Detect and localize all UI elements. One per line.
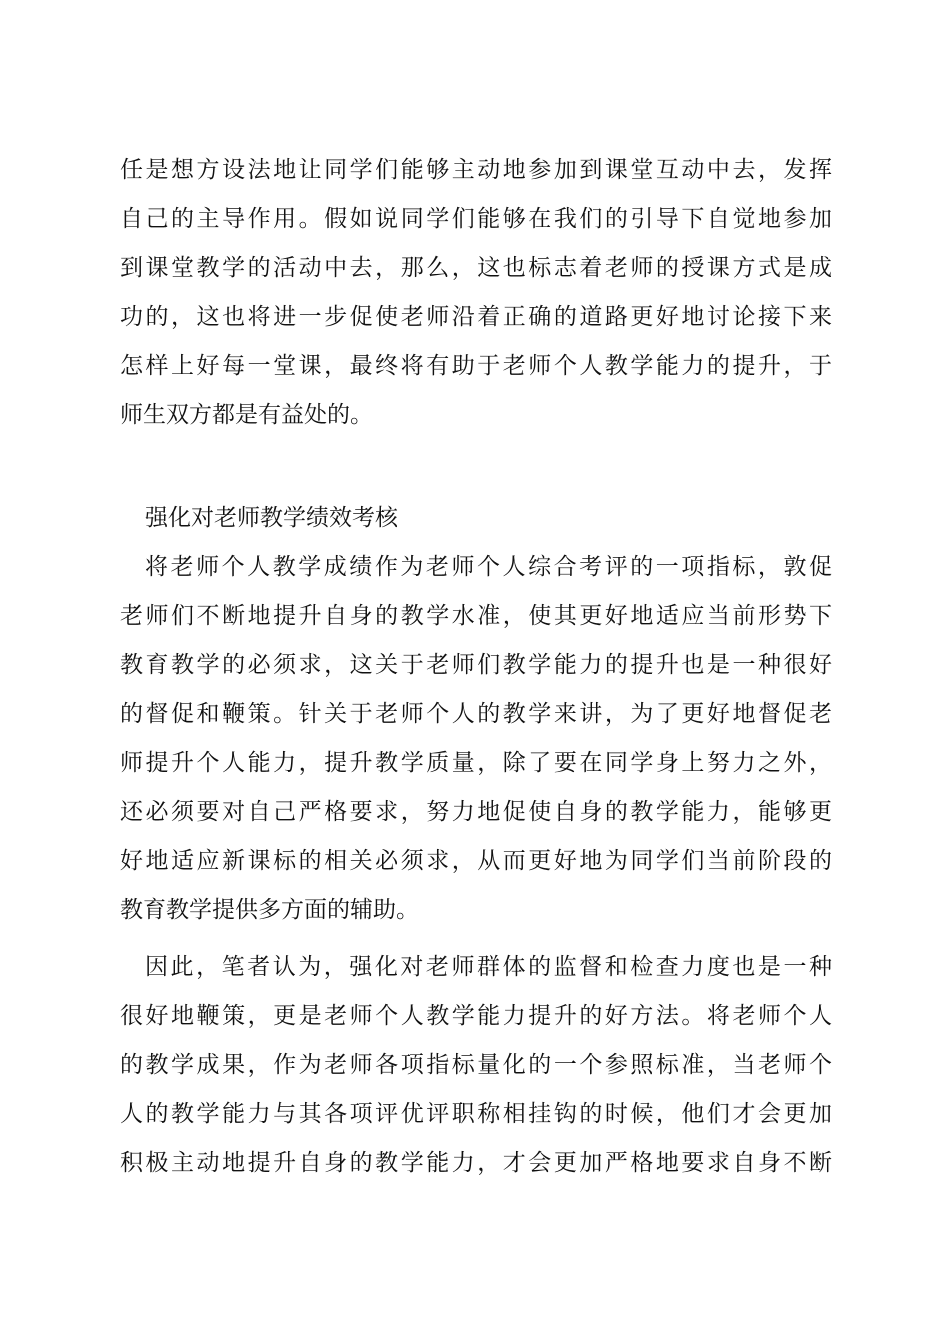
paragraph-3-line-2: 很好地鞭策，更是老师个人教学能力提升的好方法。将老师个人 [120, 1003, 832, 1029]
paragraph-1-line-1: 任是想方设法地让同学们能够主动地参加到课堂互动中去，发挥 [120, 157, 832, 183]
paragraph-2-line-2: 老师们不断地提升自身的教学水准，使其更好地适应当前形势下 [120, 603, 832, 629]
section-heading: 强化对老师教学绩效考核 [145, 505, 398, 531]
paragraph-3-line-1: 因此，笔者认为，强化对老师群体的监督和检查力度也是一种 [145, 954, 832, 980]
paragraph-1-line-4: 功的，这也将进一步促使老师沿着正确的道路更好地讨论接下来 [120, 304, 832, 330]
paragraph-2-line-5: 师提升个人能力，提升教学质量，除了要在同学身上努力之外， [120, 750, 832, 776]
paragraph-2-line-4: 的督促和鞭策。针关于老师个人的教学来讲，为了更好地督促老 [120, 701, 832, 727]
paragraph-3-line-4: 人的教学能力与其各项评优评职称相挂钩的时候，他们才会更加 [120, 1101, 832, 1127]
paragraph-1-line-3: 到课堂教学的活动中去，那么，这也标志着老师的授课方式是成 [120, 255, 832, 281]
paragraph-3-line-5: 积极主动地提升自身的教学能力，才会更加严格地要求自身不断 [120, 1150, 832, 1176]
paragraph-2-line-8: 教育教学提供多方面的辅助。 [120, 897, 419, 923]
paragraph-2-line-1: 将老师个人教学成绩作为老师个人综合考评的一项指标，敦促 [145, 554, 832, 580]
paragraph-3-line-3: 的教学成果，作为老师各项指标量化的一个参照标准，当老师个 [120, 1052, 832, 1078]
paragraph-2-line-6: 还必须要对自己严格要求，努力地促使自身的教学能力，能够更 [120, 799, 832, 825]
paragraph-1-line-2: 自己的主导作用。假如说同学们能够在我们的引导下自觉地参加 [120, 206, 832, 232]
paragraph-2-line-3: 教育教学的必须求，这关于老师们教学能力的提升也是一种很好 [120, 652, 832, 678]
paragraph-2-line-7: 好地适应新课标的相关必须求，从而更好地为同学们当前阶段的 [120, 848, 832, 874]
paragraph-1-line-5: 怎样上好每一堂课，最终将有助于老师个人教学能力的提升，于 [120, 353, 832, 379]
paragraph-1-line-6: 师生双方都是有益处的。 [120, 402, 373, 428]
